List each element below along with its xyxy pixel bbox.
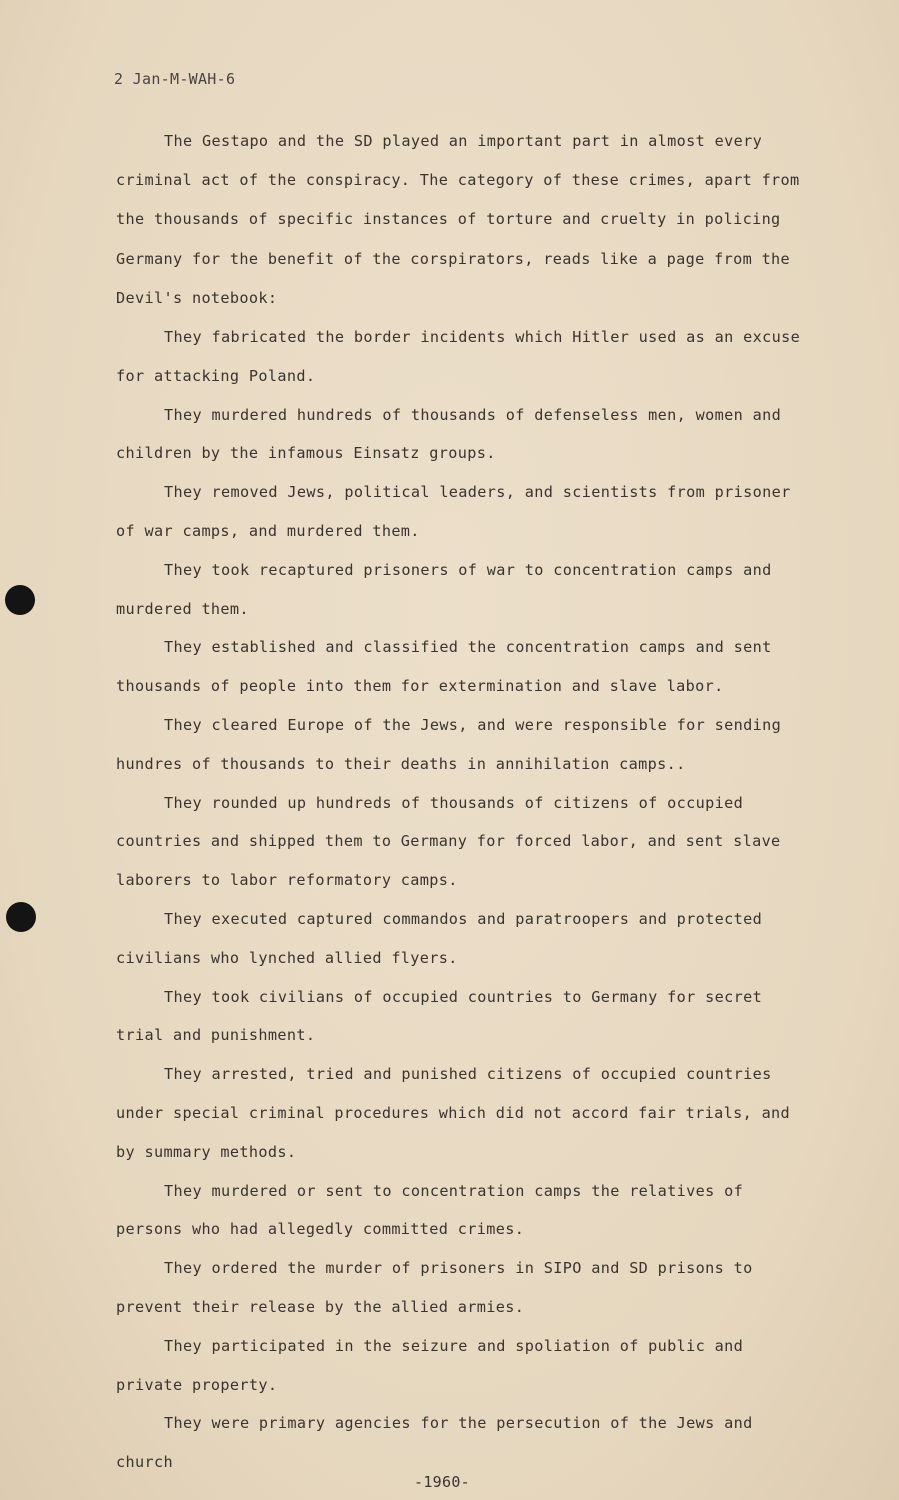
paragraph: They participated in the seizure and spoliation of public and private property. (116, 1336, 744, 1394)
paragraph: They took civilians of occupied countries to Germany for secret trial and punishment. (116, 987, 763, 1045)
paragraph: They murdered or sent to concentration camps the relatives of persons who had allegedly committed crimes. (116, 1181, 744, 1239)
paragraph: They were primary agencies for the persecution of the Jews and church (116, 1414, 753, 1472)
punch-hole (5, 585, 35, 615)
paragraph-intro: The Gestapo and the SD played an important part in almost every criminal act of the conspiracy. The category of these crimes, apart from the thousands of specific instances of torture and cruelty in policing Germany for the benefit of the corspirators, reads like a page from the Devil's notebook: (116, 132, 800, 307)
paragraph: They arrested, tried and punished citizens of occupied countries under special criminal procedures which did not accord fair trials, and by summary methods. (116, 1065, 791, 1161)
paragraph: They established and classified the concentration camps and sent thousands of people into them for extermination and slave labor. (116, 638, 772, 696)
paragraph: They rounded up hundreds of thousands of citizens of occupied countries and shipped them to Germany for forced labor, and sent slave laborers to labor reformatory camps. (116, 793, 781, 890)
paragraph: They murdered hundreds of thousands of defenseless men, women and children by the infamous Einsatz groups. (116, 405, 782, 463)
paragraph: They took recaptured prisoners of war to concentration camps and murdered them. (116, 560, 772, 618)
paragraph: They cleared Europe of the Jews, and were responsible for sending hundres of thousands to their deaths in annihilation camps.. (116, 715, 782, 773)
document-body (116, 122, 816, 1482)
punch-hole (6, 902, 36, 932)
paragraph: They fabricated the border incidents which Hitler used as an excuse for attacking Poland. (116, 328, 801, 385)
paragraph: They removed Jews, political leaders, and scientists from prisoner of war camps, and murdered them. (116, 483, 791, 540)
paragraph: They executed captured commandos and paratroopers and protected civilians who lynched allied flyers. (116, 909, 763, 967)
document-reference: 2 Jan-M-WAH-6 (114, 70, 236, 88)
paragraph: They ordered the murder of prisoners in SIPO and SD prisons to prevent their release by the allied armies. (116, 1259, 753, 1316)
page-number: -1960- (414, 1473, 470, 1491)
